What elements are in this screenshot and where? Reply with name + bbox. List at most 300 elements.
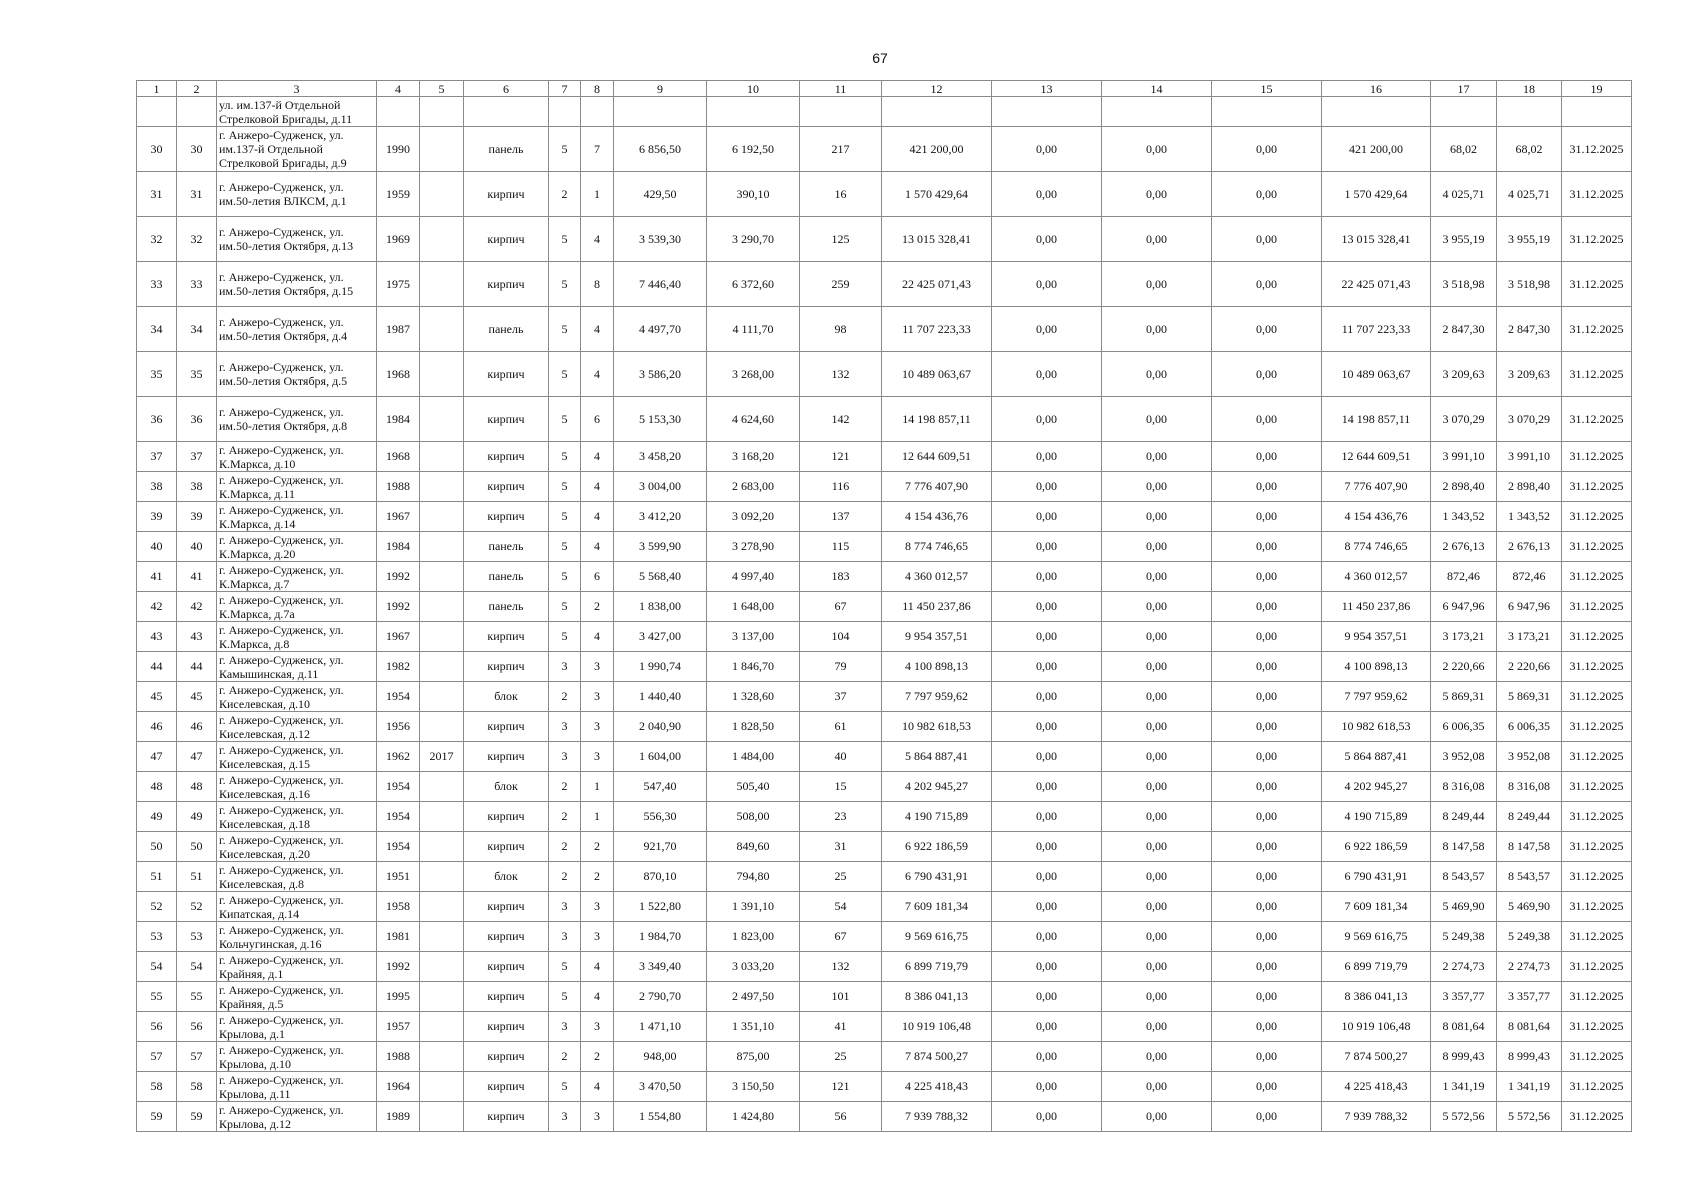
unit-cost-cell: 1 343,52 <box>1431 502 1497 532</box>
living-area-cell: 4 624,60 <box>707 397 800 442</box>
build-year-cell: 1990 <box>377 127 420 172</box>
build-year-cell: 1987 <box>377 307 420 352</box>
residents-cell: 115 <box>800 532 882 562</box>
row-number-cell: 57 <box>137 1042 177 1072</box>
wall-material-cell: кирпич <box>464 652 549 682</box>
owners-cost-cell: 1 570 429,64 <box>1322 172 1431 217</box>
municipal-cost-cell: 0,00 <box>1212 217 1322 262</box>
empty-cell <box>1102 97 1212 127</box>
empty-cell <box>800 97 882 127</box>
column-number-header: 19 <box>1562 81 1632 97</box>
living-area-cell: 1 328,60 <box>707 682 800 712</box>
entrances-cell: 3 <box>581 892 614 922</box>
fund-cost-cell: 0,00 <box>992 982 1102 1012</box>
deadline-cell: 31.12.2025 <box>1562 352 1632 397</box>
fund-cost-cell: 0,00 <box>992 862 1102 892</box>
house-number-cell: 48 <box>177 772 217 802</box>
total-area-cell: 2 040,90 <box>614 712 707 742</box>
house-number-cell: 58 <box>177 1072 217 1102</box>
municipal-cost-cell: 0,00 <box>1212 742 1322 772</box>
total-area-cell: 4 497,70 <box>614 307 707 352</box>
address-cell: г. Анжеро-Судженск, ул. им.50-летия Октября, д.15 <box>217 262 377 307</box>
renovation-year-cell <box>420 1102 464 1132</box>
unit-cost-cell: 8 543,57 <box>1431 862 1497 892</box>
fund-cost-cell: 0,00 <box>992 772 1102 802</box>
row-number-cell: 44 <box>137 652 177 682</box>
floors-cell: 5 <box>549 217 581 262</box>
total-cost-cell: 7 776 407,90 <box>882 472 992 502</box>
deadline-cell: 31.12.2025 <box>1562 832 1632 862</box>
limit-cost-cell: 2 898,40 <box>1497 472 1562 502</box>
municipal-cost-cell: 0,00 <box>1212 172 1322 217</box>
living-area-cell: 1 391,10 <box>707 892 800 922</box>
entrances-cell: 2 <box>581 592 614 622</box>
table-row <box>137 952 1632 982</box>
owners-cost-cell: 7 939 788,32 <box>1322 1102 1431 1132</box>
empty-cell <box>882 97 992 127</box>
wall-material-cell: панель <box>464 127 549 172</box>
floors-cell: 5 <box>549 397 581 442</box>
wall-material-cell: панель <box>464 532 549 562</box>
table-row <box>137 472 1632 502</box>
table-row <box>137 862 1632 892</box>
continuation-row <box>137 97 1632 127</box>
regional-cost-cell: 0,00 <box>1102 307 1212 352</box>
fund-cost-cell: 0,00 <box>992 1042 1102 1072</box>
unit-cost-cell: 3 357,77 <box>1431 982 1497 1012</box>
total-area-cell: 3 539,30 <box>614 217 707 262</box>
owners-cost-cell: 8 774 746,65 <box>1322 532 1431 562</box>
wall-material-cell: кирпич <box>464 217 549 262</box>
total-area-cell: 948,00 <box>614 1042 707 1072</box>
total-area-cell: 1 604,00 <box>614 742 707 772</box>
wall-material-cell: кирпич <box>464 262 549 307</box>
floors-cell: 5 <box>549 562 581 592</box>
house-number-cell: 59 <box>177 1102 217 1132</box>
regional-cost-cell: 0,00 <box>1102 862 1212 892</box>
column-number-header: 3 <box>217 81 377 97</box>
entrances-cell: 4 <box>581 472 614 502</box>
municipal-cost-cell: 0,00 <box>1212 862 1322 892</box>
empty-cell <box>1562 97 1632 127</box>
fund-cost-cell: 0,00 <box>992 472 1102 502</box>
total-area-cell: 6 856,50 <box>614 127 707 172</box>
total-cost-cell: 8 386 041,13 <box>882 982 992 1012</box>
owners-cost-cell: 10 489 063,67 <box>1322 352 1431 397</box>
limit-cost-cell: 5 572,56 <box>1497 1102 1562 1132</box>
limit-cost-cell: 2 847,30 <box>1497 307 1562 352</box>
total-area-cell: 1 984,70 <box>614 922 707 952</box>
municipal-cost-cell: 0,00 <box>1212 1012 1322 1042</box>
regional-cost-cell: 0,00 <box>1102 922 1212 952</box>
row-number-cell: 46 <box>137 712 177 742</box>
deadline-cell: 31.12.2025 <box>1562 262 1632 307</box>
build-year-cell: 1989 <box>377 1102 420 1132</box>
unit-cost-cell: 5 249,38 <box>1431 922 1497 952</box>
total-cost-cell: 7 939 788,32 <box>882 1102 992 1132</box>
total-area-cell: 3 427,00 <box>614 622 707 652</box>
wall-material-cell: кирпич <box>464 1102 549 1132</box>
owners-cost-cell: 7 609 181,34 <box>1322 892 1431 922</box>
unit-cost-cell: 6 947,96 <box>1431 592 1497 622</box>
row-number-cell: 32 <box>137 217 177 262</box>
unit-cost-cell: 3 955,19 <box>1431 217 1497 262</box>
limit-cost-cell: 4 025,71 <box>1497 172 1562 217</box>
house-number-cell: 31 <box>177 172 217 217</box>
wall-material-cell: кирпич <box>464 472 549 502</box>
renovation-year-cell <box>420 502 464 532</box>
unit-cost-cell: 1 341,19 <box>1431 1072 1497 1102</box>
wall-material-cell: кирпич <box>464 742 549 772</box>
house-number-cell: 52 <box>177 892 217 922</box>
total-cost-cell: 12 644 609,51 <box>882 442 992 472</box>
deadline-cell: 31.12.2025 <box>1562 127 1632 172</box>
renovation-year-cell <box>420 712 464 742</box>
empty-cell <box>581 97 614 127</box>
house-number-cell: 51 <box>177 862 217 892</box>
residents-cell: 183 <box>800 562 882 592</box>
unit-cost-cell: 3 991,10 <box>1431 442 1497 472</box>
regional-cost-cell: 0,00 <box>1102 832 1212 862</box>
owners-cost-cell: 12 644 609,51 <box>1322 442 1431 472</box>
fund-cost-cell: 0,00 <box>992 502 1102 532</box>
floors-cell: 3 <box>549 652 581 682</box>
address-cell: ул. им.137-й Отдельной Стрелковой Бригады, д.11 <box>217 97 377 127</box>
entrances-cell: 3 <box>581 922 614 952</box>
municipal-cost-cell: 0,00 <box>1212 352 1322 397</box>
residents-cell: 31 <box>800 832 882 862</box>
fund-cost-cell: 0,00 <box>992 622 1102 652</box>
renovation-year-cell <box>420 1072 464 1102</box>
house-number-cell: 49 <box>177 802 217 832</box>
limit-cost-cell: 1 343,52 <box>1497 502 1562 532</box>
build-year-cell: 1995 <box>377 982 420 1012</box>
fund-cost-cell: 0,00 <box>992 532 1102 562</box>
wall-material-cell: кирпич <box>464 982 549 1012</box>
fund-cost-cell: 0,00 <box>992 892 1102 922</box>
build-year-cell: 1981 <box>377 922 420 952</box>
regional-cost-cell: 0,00 <box>1102 772 1212 802</box>
unit-cost-cell: 8 249,44 <box>1431 802 1497 832</box>
address-cell: г. Анжеро-Судженск, ул. Крылова, д.10 <box>217 1042 377 1072</box>
regional-cost-cell: 0,00 <box>1102 217 1212 262</box>
municipal-cost-cell: 0,00 <box>1212 1102 1322 1132</box>
total-cost-cell: 8 774 746,65 <box>882 532 992 562</box>
total-cost-cell: 10 982 618,53 <box>882 712 992 742</box>
table-row <box>137 682 1632 712</box>
address-cell: г. Анжеро-Судженск, ул. Киселевская, д.16 <box>217 772 377 802</box>
table-row <box>137 352 1632 397</box>
address-cell: г. Анжеро-Судженск, ул. К.Маркса, д.8 <box>217 622 377 652</box>
deadline-cell: 31.12.2025 <box>1562 892 1632 922</box>
total-cost-cell: 4 190 715,89 <box>882 802 992 832</box>
entrances-cell: 4 <box>581 952 614 982</box>
floors-cell: 5 <box>549 1072 581 1102</box>
total-area-cell: 1 838,00 <box>614 592 707 622</box>
total-cost-cell: 7 609 181,34 <box>882 892 992 922</box>
owners-cost-cell: 4 190 715,89 <box>1322 802 1431 832</box>
fund-cost-cell: 0,00 <box>992 922 1102 952</box>
total-cost-cell: 13 015 328,41 <box>882 217 992 262</box>
wall-material-cell: кирпич <box>464 1042 549 1072</box>
total-cost-cell: 11 707 223,33 <box>882 307 992 352</box>
deadline-cell: 31.12.2025 <box>1562 472 1632 502</box>
residents-cell: 23 <box>800 802 882 832</box>
fund-cost-cell: 0,00 <box>992 712 1102 742</box>
row-number-cell: 40 <box>137 532 177 562</box>
limit-cost-cell: 68,02 <box>1497 127 1562 172</box>
row-number-cell: 38 <box>137 472 177 502</box>
floors-cell: 5 <box>549 532 581 562</box>
entrances-cell: 2 <box>581 832 614 862</box>
floors-cell: 2 <box>549 862 581 892</box>
renovation-year-cell <box>420 1012 464 1042</box>
build-year-cell: 1982 <box>377 652 420 682</box>
floors-cell: 5 <box>549 352 581 397</box>
total-cost-cell: 4 225 418,43 <box>882 1072 992 1102</box>
total-area-cell: 1 440,40 <box>614 682 707 712</box>
limit-cost-cell: 3 173,21 <box>1497 622 1562 652</box>
house-number-cell: 37 <box>177 442 217 472</box>
total-cost-cell: 9 954 357,51 <box>882 622 992 652</box>
house-number-cell: 44 <box>177 652 217 682</box>
residents-cell: 98 <box>800 307 882 352</box>
build-year-cell: 1992 <box>377 562 420 592</box>
deadline-cell: 31.12.2025 <box>1562 442 1632 472</box>
floors-cell: 3 <box>549 1012 581 1042</box>
wall-material-cell: кирпич <box>464 172 549 217</box>
deadline-cell: 31.12.2025 <box>1562 307 1632 352</box>
total-cost-cell: 11 450 237,86 <box>882 592 992 622</box>
regional-cost-cell: 0,00 <box>1102 262 1212 307</box>
house-number-cell: 42 <box>177 592 217 622</box>
house-number-cell: 55 <box>177 982 217 1012</box>
address-cell: г. Анжеро-Судженск, ул. Крылова, д.11 <box>217 1072 377 1102</box>
deadline-cell: 31.12.2025 <box>1562 712 1632 742</box>
limit-cost-cell: 3 991,10 <box>1497 442 1562 472</box>
renovation-year-cell <box>420 352 464 397</box>
living-area-cell: 1 828,50 <box>707 712 800 742</box>
unit-cost-cell: 872,46 <box>1431 562 1497 592</box>
limit-cost-cell: 5 869,31 <box>1497 682 1562 712</box>
floors-cell: 2 <box>549 802 581 832</box>
regional-cost-cell: 0,00 <box>1102 712 1212 742</box>
unit-cost-cell: 68,02 <box>1431 127 1497 172</box>
entrances-cell: 3 <box>581 712 614 742</box>
unit-cost-cell: 3 209,63 <box>1431 352 1497 397</box>
build-year-cell: 1964 <box>377 1072 420 1102</box>
total-area-cell: 547,40 <box>614 772 707 802</box>
living-area-cell: 875,00 <box>707 1042 800 1072</box>
residents-cell: 125 <box>800 217 882 262</box>
table-row <box>137 622 1632 652</box>
owners-cost-cell: 4 202 945,27 <box>1322 772 1431 802</box>
build-year-cell: 1988 <box>377 1042 420 1072</box>
municipal-cost-cell: 0,00 <box>1212 502 1322 532</box>
municipal-cost-cell: 0,00 <box>1212 532 1322 562</box>
fund-cost-cell: 0,00 <box>992 652 1102 682</box>
deadline-cell: 31.12.2025 <box>1562 562 1632 592</box>
owners-cost-cell: 7 776 407,90 <box>1322 472 1431 502</box>
total-cost-cell: 4 100 898,13 <box>882 652 992 682</box>
total-cost-cell: 9 569 616,75 <box>882 922 992 952</box>
row-number-cell: 37 <box>137 442 177 472</box>
table-row <box>137 742 1632 772</box>
municipal-cost-cell: 0,00 <box>1212 592 1322 622</box>
house-number-cell: 50 <box>177 832 217 862</box>
wall-material-cell: блок <box>464 772 549 802</box>
total-cost-cell: 1 570 429,64 <box>882 172 992 217</box>
renovation-year-cell <box>420 772 464 802</box>
unit-cost-cell: 8 081,64 <box>1431 1012 1497 1042</box>
deadline-cell: 31.12.2025 <box>1562 742 1632 772</box>
row-number-cell: 55 <box>137 982 177 1012</box>
residents-cell: 104 <box>800 622 882 652</box>
deadline-cell: 31.12.2025 <box>1562 397 1632 442</box>
entrances-cell: 4 <box>581 982 614 1012</box>
total-area-cell: 3 586,20 <box>614 352 707 397</box>
residents-cell: 79 <box>800 652 882 682</box>
owners-cost-cell: 11 450 237,86 <box>1322 592 1431 622</box>
wall-material-cell: кирпич <box>464 502 549 532</box>
empty-cell <box>177 97 217 127</box>
house-number-cell: 43 <box>177 622 217 652</box>
limit-cost-cell: 6 006,35 <box>1497 712 1562 742</box>
house-number-cell: 32 <box>177 217 217 262</box>
total-area-cell: 5 568,40 <box>614 562 707 592</box>
column-number-header: 13 <box>992 81 1102 97</box>
empty-cell <box>377 97 420 127</box>
address-cell: г. Анжеро-Судженск, ул. К.Маркса, д.20 <box>217 532 377 562</box>
residents-cell: 67 <box>800 592 882 622</box>
municipal-cost-cell: 0,00 <box>1212 622 1322 652</box>
floors-cell: 2 <box>549 172 581 217</box>
living-area-cell: 6 372,60 <box>707 262 800 307</box>
row-number-cell: 31 <box>137 172 177 217</box>
row-number-cell: 47 <box>137 742 177 772</box>
floors-cell: 3 <box>549 1102 581 1132</box>
deadline-cell: 31.12.2025 <box>1562 622 1632 652</box>
wall-material-cell: блок <box>464 682 549 712</box>
owners-cost-cell: 9 569 616,75 <box>1322 922 1431 952</box>
renovation-year-cell <box>420 622 464 652</box>
address-cell: г. Анжеро-Судженск, ул. К.Маркса, д.7 <box>217 562 377 592</box>
unit-cost-cell: 2 220,66 <box>1431 652 1497 682</box>
entrances-cell: 4 <box>581 1072 614 1102</box>
total-area-cell: 3 004,00 <box>614 472 707 502</box>
empty-cell <box>1322 97 1431 127</box>
fund-cost-cell: 0,00 <box>992 1072 1102 1102</box>
residents-cell: 40 <box>800 742 882 772</box>
owners-cost-cell: 22 425 071,43 <box>1322 262 1431 307</box>
residents-cell: 25 <box>800 862 882 892</box>
table-row <box>137 502 1632 532</box>
regional-cost-cell: 0,00 <box>1102 1012 1212 1042</box>
municipal-cost-cell: 0,00 <box>1212 982 1322 1012</box>
unit-cost-cell: 5 869,31 <box>1431 682 1497 712</box>
deadline-cell: 31.12.2025 <box>1562 1102 1632 1132</box>
owners-cost-cell: 9 954 357,51 <box>1322 622 1431 652</box>
renovation-year-cell <box>420 832 464 862</box>
table-row <box>137 1012 1632 1042</box>
floors-cell: 5 <box>549 592 581 622</box>
owners-cost-cell: 4 225 418,43 <box>1322 1072 1431 1102</box>
entrances-cell: 3 <box>581 742 614 772</box>
house-number-cell: 54 <box>177 952 217 982</box>
owners-cost-cell: 10 919 106,48 <box>1322 1012 1431 1042</box>
build-year-cell: 1954 <box>377 682 420 712</box>
limit-cost-cell: 8 999,43 <box>1497 1042 1562 1072</box>
deadline-cell: 31.12.2025 <box>1562 1042 1632 1072</box>
build-year-cell: 1992 <box>377 952 420 982</box>
empty-cell <box>420 97 464 127</box>
entrances-cell: 4 <box>581 622 614 652</box>
limit-cost-cell: 3 518,98 <box>1497 262 1562 307</box>
wall-material-cell: кирпич <box>464 712 549 742</box>
address-cell: г. Анжеро-Судженск, ул. Киселевская, д.20 <box>217 832 377 862</box>
residents-cell: 142 <box>800 397 882 442</box>
build-year-cell: 1954 <box>377 802 420 832</box>
fund-cost-cell: 0,00 <box>992 397 1102 442</box>
limit-cost-cell: 5 249,38 <box>1497 922 1562 952</box>
municipal-cost-cell: 0,00 <box>1212 1072 1322 1102</box>
floors-cell: 5 <box>549 982 581 1012</box>
renovation-year-cell <box>420 397 464 442</box>
table-row <box>137 652 1632 682</box>
address-cell: г. Анжеро-Судженск, ул. Кольчугинская, д.16 <box>217 922 377 952</box>
living-area-cell: 794,80 <box>707 862 800 892</box>
living-area-cell: 849,60 <box>707 832 800 862</box>
regional-cost-cell: 0,00 <box>1102 982 1212 1012</box>
total-cost-cell: 7 797 959,62 <box>882 682 992 712</box>
row-number-cell: 56 <box>137 1012 177 1042</box>
fund-cost-cell: 0,00 <box>992 952 1102 982</box>
floors-cell: 5 <box>549 127 581 172</box>
total-area-cell: 3 458,20 <box>614 442 707 472</box>
owners-cost-cell: 421 200,00 <box>1322 127 1431 172</box>
total-area-cell: 5 153,30 <box>614 397 707 442</box>
municipal-cost-cell: 0,00 <box>1212 832 1322 862</box>
entrances-cell: 4 <box>581 217 614 262</box>
unit-cost-cell: 5 572,56 <box>1431 1102 1497 1132</box>
renovation-year-cell <box>420 172 464 217</box>
column-number-header: 9 <box>614 81 707 97</box>
fund-cost-cell: 0,00 <box>992 1102 1102 1132</box>
unit-cost-cell: 2 676,13 <box>1431 532 1497 562</box>
limit-cost-cell: 3 070,29 <box>1497 397 1562 442</box>
address-cell: г. Анжеро-Судженск, ул. Крылова, д.1 <box>217 1012 377 1042</box>
deadline-cell: 31.12.2025 <box>1562 772 1632 802</box>
residents-cell: 25 <box>800 1042 882 1072</box>
wall-material-cell: кирпич <box>464 802 549 832</box>
total-area-cell: 3 412,20 <box>614 502 707 532</box>
column-number-header: 4 <box>377 81 420 97</box>
living-area-cell: 1 846,70 <box>707 652 800 682</box>
regional-cost-cell: 0,00 <box>1102 1042 1212 1072</box>
deadline-cell: 31.12.2025 <box>1562 922 1632 952</box>
regional-cost-cell: 0,00 <box>1102 532 1212 562</box>
owners-cost-cell: 8 386 041,13 <box>1322 982 1431 1012</box>
residents-cell: 54 <box>800 892 882 922</box>
address-cell: г. Анжеро-Судженск, ул. Крылова, д.12 <box>217 1102 377 1132</box>
row-number-cell: 33 <box>137 262 177 307</box>
column-number-header: 8 <box>581 81 614 97</box>
residents-cell: 132 <box>800 352 882 397</box>
residents-cell: 61 <box>800 712 882 742</box>
fund-cost-cell: 0,00 <box>992 217 1102 262</box>
living-area-cell: 1 351,10 <box>707 1012 800 1042</box>
column-number-header: 10 <box>707 81 800 97</box>
